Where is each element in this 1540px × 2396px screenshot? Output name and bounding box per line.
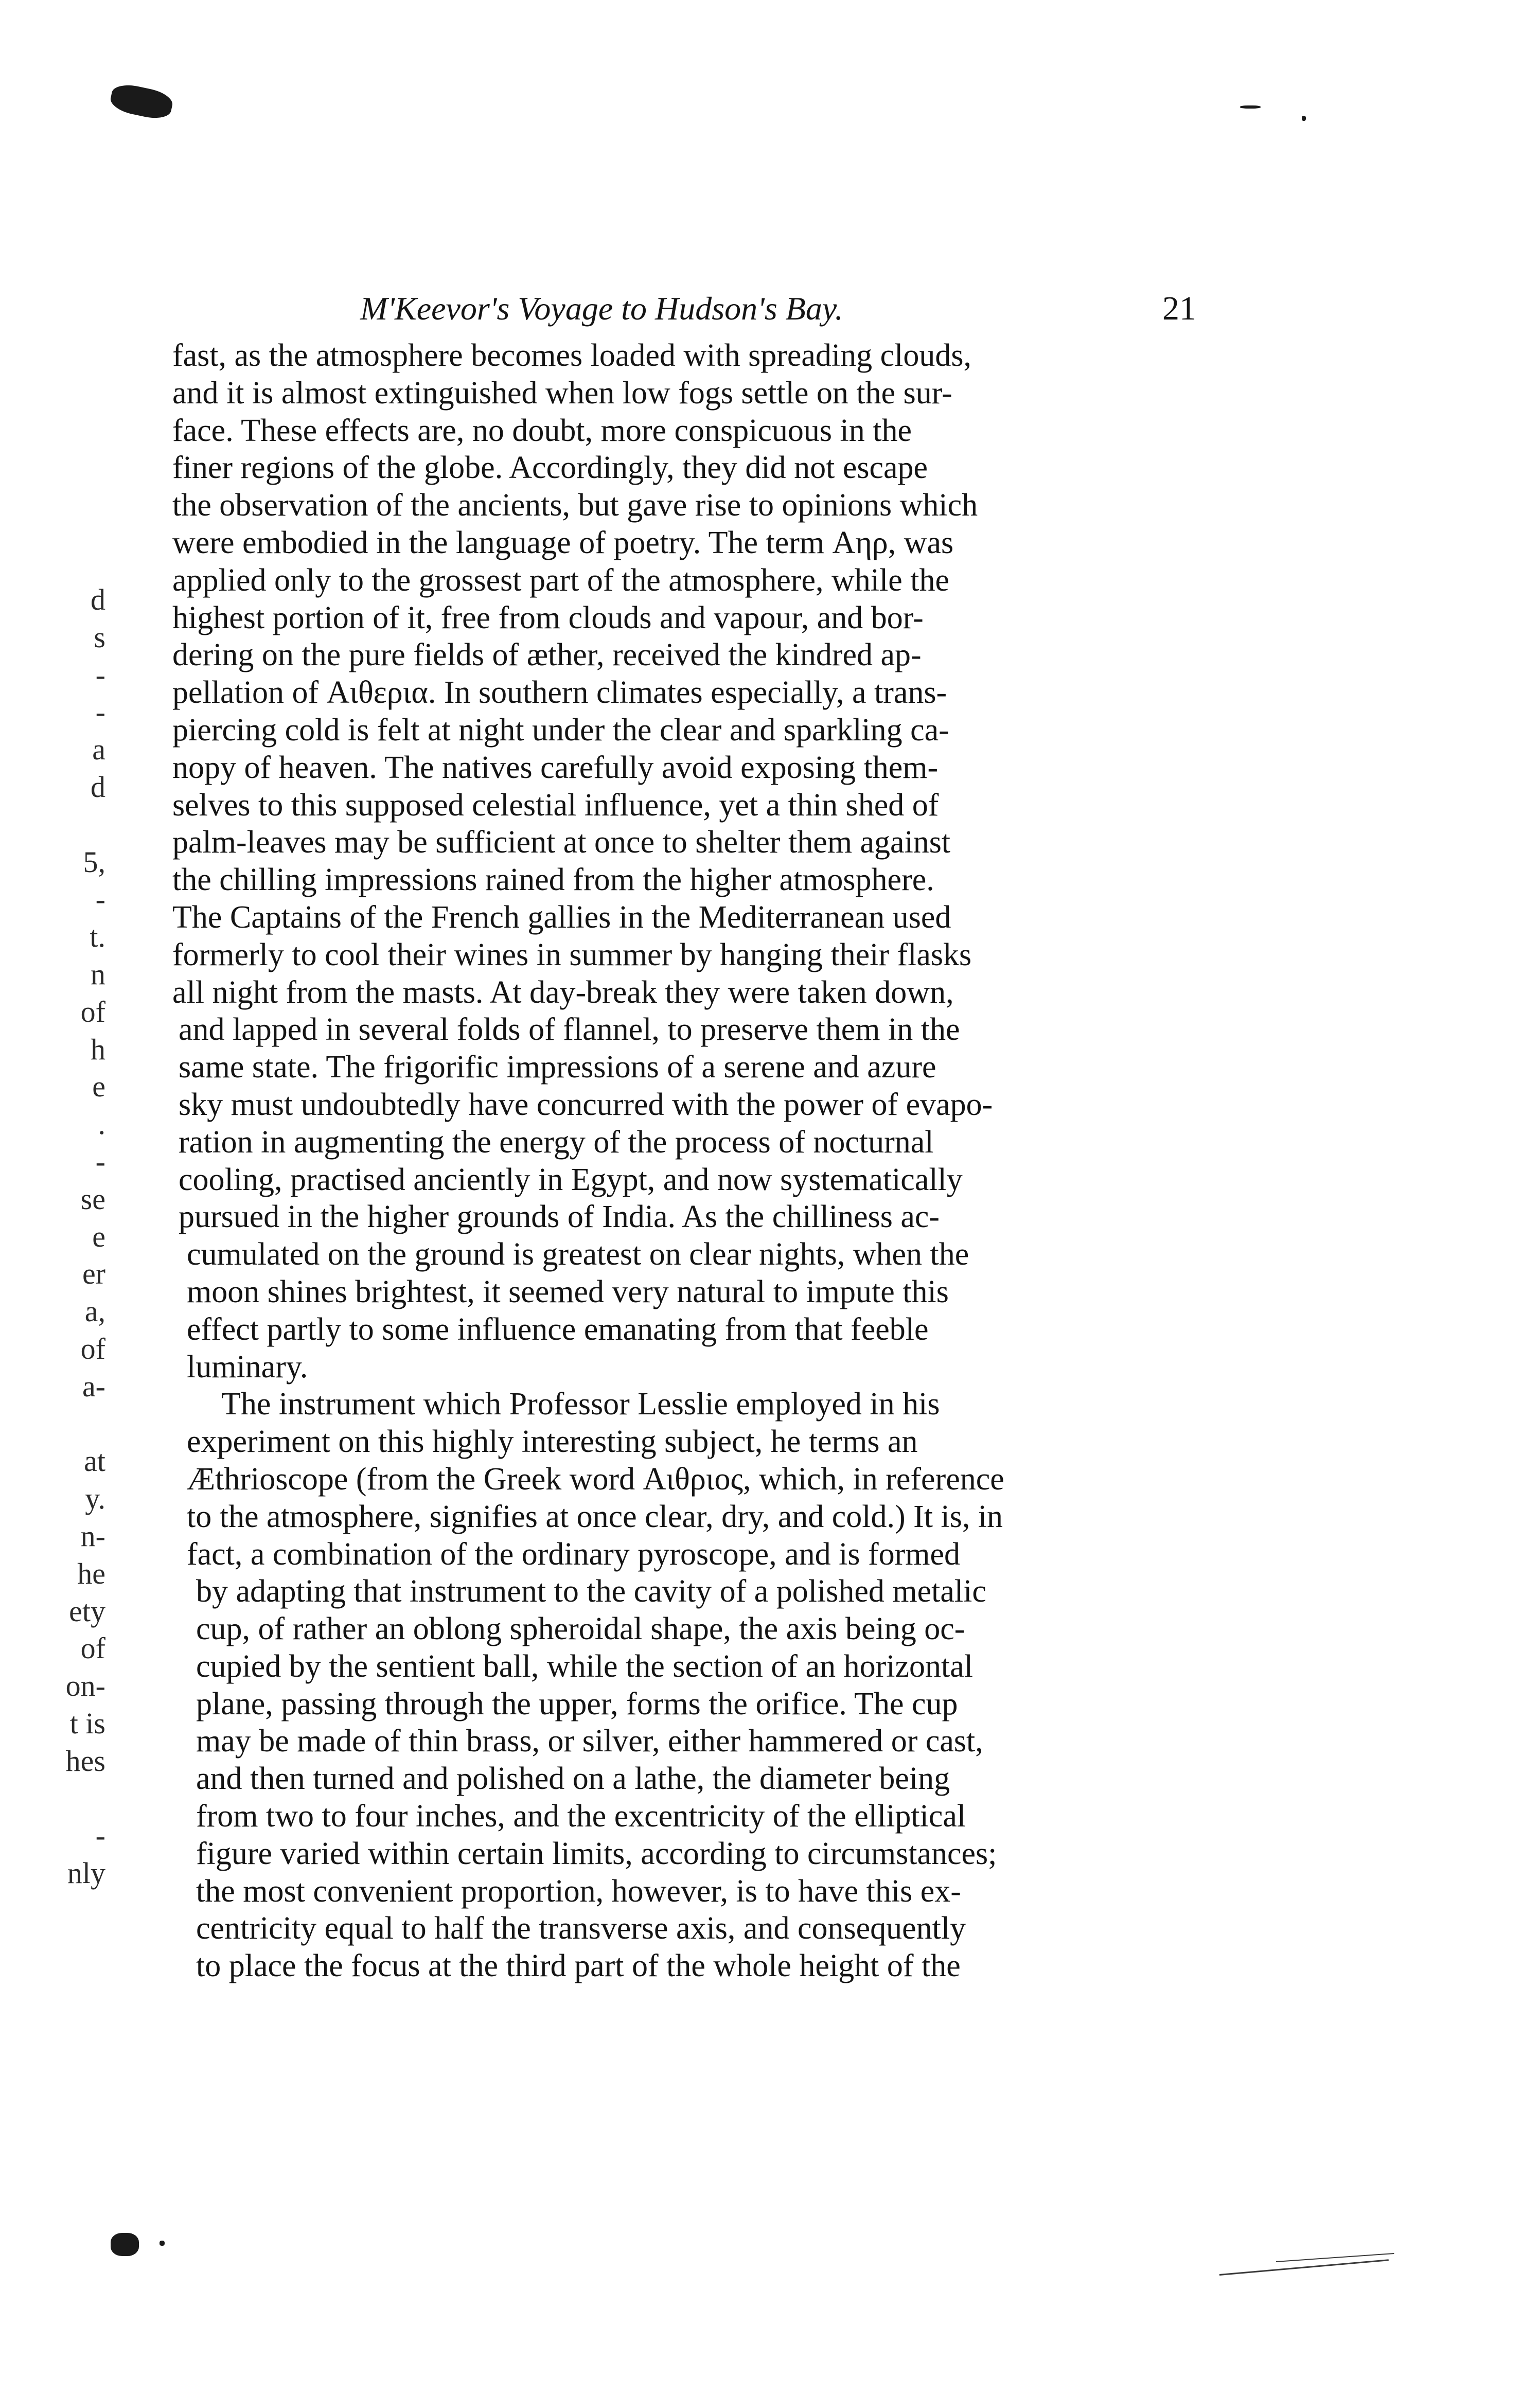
margin-fragment (28, 1780, 105, 1818)
text-line: pellation of Αιθερια. In southern climates especially, a trans- (172, 675, 947, 711)
margin-fragment: on- (65, 1669, 105, 1703)
text-line: selves to this supposed celestial influence, yet a thin shed of (172, 787, 939, 823)
text-line: experiment on this highly interesting subject, he terms an (187, 1424, 918, 1460)
text-line: by adapting that instrument to the cavity of a polished metalic (196, 1574, 986, 1609)
margin-fragment: hes (65, 1744, 105, 1778)
text-line: centricity equal to half the transverse axis, and consequently (196, 1911, 966, 1946)
text-line: applied only to the grossest part of the atmosphere, while the (172, 562, 950, 598)
margin-fragment: 5, (83, 845, 105, 879)
text-line: from two to four inches, and the excentricity of the elliptical (196, 1799, 966, 1834)
bleed-through-margin (28, 581, 105, 1892)
text-line: dering on the pure fields of æther, received the kindred ap- (172, 637, 922, 673)
margin-fragment: t. (90, 920, 105, 954)
margin-fragment: s (94, 620, 105, 654)
text-line: palm-leaves may be sufficient at once to shelter them against (172, 825, 951, 860)
margin-fragment: e (92, 1070, 105, 1104)
margin-fragment: - (95, 1819, 105, 1853)
page-number: 21 (1162, 290, 1196, 327)
text-line: cooling, practised anciently in Egypt, and now systematically (179, 1162, 963, 1197)
margin-fragment: d (91, 770, 105, 804)
margin-fragment: n- (80, 1519, 105, 1553)
text-line: all night from the masts. At day-break they were taken down, (172, 974, 954, 1010)
margin-fragment (28, 806, 105, 844)
margin-fragment: of (80, 1631, 105, 1665)
text-line: cumulated on the ground is greatest on clear nights, when the (187, 1237, 969, 1272)
body-text (172, 337, 1199, 1985)
text-line: face. These effects are, no doubt, more conspicuous in the (172, 413, 912, 448)
text-line: figure varied within certain limits, according to circumstances; (196, 1836, 997, 1871)
text-line: piercing cold is felt at night under the clear and sparkling ca- (172, 712, 949, 748)
margin-fragment: - (95, 658, 105, 691)
margin-fragment: n (91, 957, 105, 991)
text-line: fact, a combination of the ordinary pyroscope, and is formed (187, 1536, 961, 1572)
text-line: effect partly to some influence emanating from that feeble (187, 1311, 929, 1347)
text-line: cup, of rather an oblong spheroidal shape, the axis being oc- (196, 1611, 965, 1647)
text-line: may be made of thin brass, or silver, either hammered or cast, (196, 1724, 983, 1759)
margin-fragment: er (82, 1257, 105, 1291)
running-title: M'Keevor's Voyage to Hudson's Bay. (360, 290, 843, 327)
text-line: sky must undoubtedly have concurred with the power of evapo- (179, 1087, 993, 1122)
margin-fragment: y. (85, 1482, 105, 1516)
ink-speck (1302, 116, 1306, 121)
margin-fragment: ety (69, 1594, 105, 1628)
margin-fragment: d (91, 583, 105, 616)
ink-blot-bottom-left (111, 2233, 139, 2256)
ink-blot-top-left (109, 81, 175, 122)
text-line: plane, passing through the upper, forms the orifice. The cup (196, 1686, 958, 1721)
text-line: to place the focus at the third part of the whole height of the (196, 1948, 961, 1984)
margin-fragment: he (77, 1556, 105, 1590)
margin-fragment (28, 1406, 105, 1443)
margin-fragment: a, (84, 1294, 105, 1328)
margin-fragment: nly (67, 1856, 105, 1890)
text-line: moon shines brightest, it seemed very natural to impute this (187, 1274, 949, 1309)
text-line: luminary. (187, 1349, 308, 1385)
margin-fragment: a (92, 733, 105, 767)
text-line: Æthrioscope (from the Greek word Αιθριος, which, in reference (187, 1461, 1004, 1497)
text-line: and lapped in several folds of flannel, to preserve them in the (179, 1012, 960, 1048)
text-line: the observation of the ancients, but gave rise to opinions which (172, 488, 978, 523)
text-line: same state. The frigorific impressions of a serene and azure (179, 1050, 936, 1085)
text-line: the chilling impressions rained from the higher atmosphere. (172, 862, 934, 898)
margin-fragment: - (95, 1144, 105, 1178)
margin-fragment: t is (69, 1706, 105, 1740)
margin-fragment: - (95, 882, 105, 916)
text-line: highest portion of it, free from clouds and vapour, and bor- (172, 600, 924, 635)
margin-fragment: of (80, 1332, 105, 1365)
text-line: ration in augmenting the energy of the process of nocturnal (179, 1124, 934, 1160)
text-line: cupied by the sentient ball, while the section of an horizontal (196, 1648, 973, 1684)
ink-speck (1240, 105, 1261, 109)
ink-speck (160, 2241, 165, 2246)
margin-fragment: h (91, 1032, 105, 1066)
text-line: were embodied in the language of poetry. The term Αηρ, was (172, 525, 954, 560)
text-line: fast, as the atmosphere becomes loaded with spreading clouds, (172, 338, 971, 373)
margin-fragment: e (92, 1219, 105, 1253)
margin-fragment: se (80, 1182, 105, 1216)
text-line: finer regions of the globe. Accordingly, they did not escape (172, 450, 928, 486)
margin-fragment: . (98, 1107, 105, 1141)
margin-fragment: at (84, 1444, 105, 1478)
text-line: pursued in the higher grounds of India. As the chilliness ac- (179, 1199, 940, 1235)
text-line: and it is almost extinguished when low fogs settle on the sur- (172, 375, 952, 411)
text-line: and then turned and polished on a lathe, the diameter being (196, 1761, 950, 1797)
margin-fragment: a- (82, 1369, 105, 1403)
text-line: to the atmosphere, signifies at once clear, dry, and cold.) It is, in (187, 1499, 1003, 1534)
text-line: nopy of heaven. The natives carefully avoid exposing them- (172, 750, 939, 785)
pencil-stroke (1219, 2259, 1389, 2276)
paragraph-first-line: The instrument which Professor Lesslie employed in his (221, 1387, 940, 1422)
text-line: the most convenient proportion, however, is to have this ex- (196, 1873, 961, 1909)
text-line: formerly to cool their wines in summer by hanging their flasks (172, 937, 972, 972)
margin-fragment: of (80, 995, 105, 1028)
margin-fragment: - (95, 695, 105, 729)
text-line: The Captains of the French gallies in the Mediterranean used (172, 899, 951, 935)
